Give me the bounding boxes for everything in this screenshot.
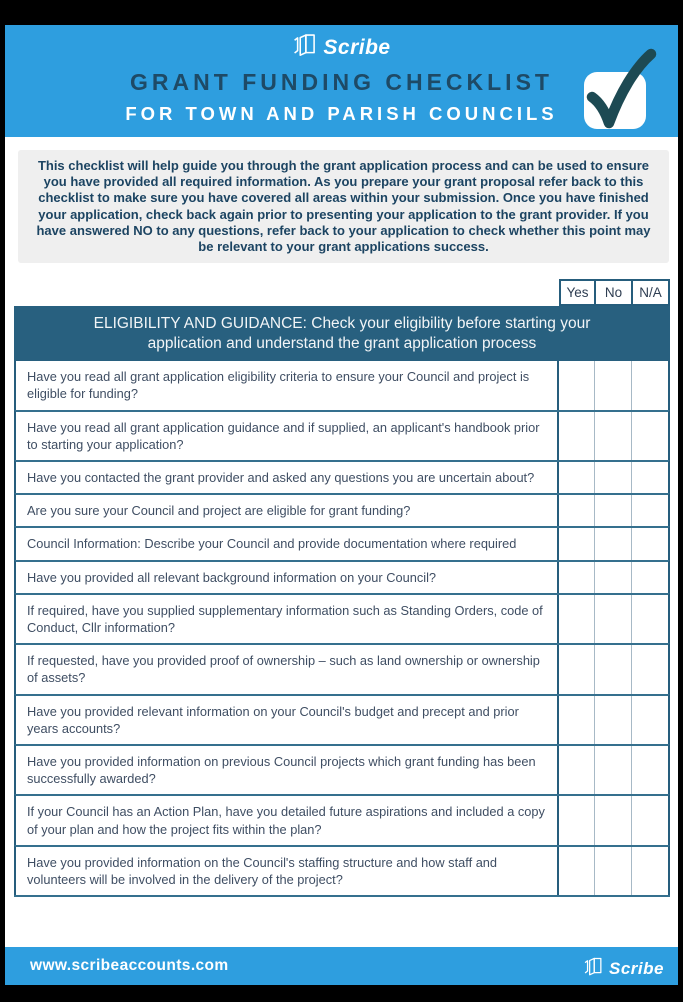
column-header-na: N/A <box>633 279 670 306</box>
answer-cell-no[interactable] <box>594 412 631 460</box>
book-pages-icon <box>583 956 604 977</box>
answer-cell-yes[interactable] <box>557 595 594 643</box>
answer-cell-yes[interactable] <box>557 796 594 844</box>
question-text: Have you provided relevant information on your Council's budget and precept and prior years accounts? <box>27 703 519 736</box>
answer-cell-na[interactable] <box>631 746 668 794</box>
answer-cell-no[interactable] <box>594 495 631 526</box>
checklist-row <box>14 361 670 409</box>
header-banner <box>5 25 678 137</box>
document-page <box>5 25 678 985</box>
answer-cell-na[interactable] <box>631 361 668 409</box>
answer-cell-yes[interactable] <box>557 847 594 895</box>
intro-paragraph: This checklist will help guide you through the grant application process and can be used to ensure you have provided all required information. As you prepare your grant proposal refer back to this checklist to make sure you have covered all areas within your submission. Once you have finished your application, check back again prior to presenting your application to the grant provider. If you have answered NO to any questions, refer back to your application to check whether this point may be relevant to your grant applications success. <box>18 150 669 263</box>
checklist-rows <box>14 361 670 897</box>
answer-cell-yes[interactable] <box>557 562 594 593</box>
question-text: If your Council has an Action Plan, have you detailed future aspirations and included a copy of your plan and how the project fits within the plan? <box>27 804 545 837</box>
question-text: Have you contacted the grant provider and asked any questions you are uncertain about? <box>27 470 535 486</box>
checklist-row <box>14 560 670 593</box>
checklist-row <box>14 744 670 794</box>
answer-cell-na[interactable] <box>631 696 668 744</box>
answer-cell-no[interactable] <box>594 462 631 493</box>
checklist-row <box>14 526 670 559</box>
checklist-table <box>14 271 670 897</box>
logo-wordmark: Scribe <box>609 958 664 978</box>
answer-cell-yes[interactable] <box>557 746 594 794</box>
checklist-row <box>14 460 670 493</box>
question-text: Have you read all grant application guidance and if supplied, an applicant's handbook prior to starting your application? <box>27 419 540 452</box>
answer-cell-no[interactable] <box>594 528 631 559</box>
answer-cell-na[interactable] <box>631 412 668 460</box>
answer-cell-na[interactable] <box>631 847 668 895</box>
answer-cell-no[interactable] <box>594 361 631 409</box>
page-subtitle: FOR TOWN AND PARISH COUNCILS <box>125 103 558 124</box>
page-title: GRANT FUNDING CHECKLIST <box>130 69 553 95</box>
answer-cell-na[interactable] <box>631 796 668 844</box>
book-pages-icon <box>292 32 318 58</box>
answer-cell-na[interactable] <box>631 562 668 593</box>
question-text: Have you provided all relevant background information on your Council? <box>27 569 437 585</box>
website-url[interactable]: www.scribeaccounts.com <box>30 957 229 974</box>
brand-logo <box>292 32 390 58</box>
answer-cell-yes[interactable] <box>557 412 594 460</box>
answer-cell-na[interactable] <box>631 462 668 493</box>
header-spacer <box>14 279 559 306</box>
answer-cell-no[interactable] <box>594 847 631 895</box>
answer-cell-na[interactable] <box>631 645 668 693</box>
footer-logo <box>583 956 664 977</box>
answer-cell-yes[interactable] <box>557 645 594 693</box>
answer-columns-header <box>14 279 670 306</box>
answer-cell-yes[interactable] <box>557 361 594 409</box>
checklist-row <box>14 593 670 643</box>
answer-cell-no[interactable] <box>594 595 631 643</box>
question-text: Council Information: Describe your Council and provide documentation where required <box>27 536 517 552</box>
column-header-yes: Yes <box>559 279 596 306</box>
answer-cell-no[interactable] <box>594 645 631 693</box>
answer-cell-no[interactable] <box>594 562 631 593</box>
checklist-row <box>14 643 670 693</box>
answer-cell-yes[interactable] <box>557 462 594 493</box>
question-text: Are you sure your Council and project are eligible for grant funding? <box>27 503 411 519</box>
checklist-row <box>14 845 670 895</box>
footer-bar <box>5 947 678 985</box>
answer-cell-yes[interactable] <box>557 495 594 526</box>
question-text: Have you provided information on previous Council projects which grant funding has been successfully awarded? <box>27 754 536 787</box>
logo-wordmark: Scribe <box>323 36 391 59</box>
answer-cell-no[interactable] <box>594 796 631 844</box>
question-text: If required, have you supplied supplementary information such as Standing Orders, code of Conduct, Cllr information? <box>27 602 543 636</box>
answer-cell-na[interactable] <box>631 528 668 559</box>
checklist-row <box>14 794 670 844</box>
checklist-row <box>14 493 670 526</box>
section-header: ELIGIBILITY AND GUIDANCE: Check your eligibility before starting your application and understand the grant application process <box>14 306 670 361</box>
question-text: Have you provided information on the Council's staffing structure and how staff and volunteers will be involved in the delivery of the project? <box>27 854 498 888</box>
checklist-row <box>14 410 670 460</box>
answer-cell-na[interactable] <box>631 495 668 526</box>
answer-cell-yes[interactable] <box>557 528 594 559</box>
question-text: If requested, have you provided proof of ownership – such as land ownership or ownership of assets? <box>27 653 540 686</box>
answer-cell-yes[interactable] <box>557 696 594 744</box>
question-text: Have you read all grant application eligibility criteria to ensure your Council and project is eligible for funding? <box>27 369 530 402</box>
answer-cell-na[interactable] <box>631 595 668 643</box>
answer-cell-no[interactable] <box>594 746 631 794</box>
checklist-row <box>14 694 670 744</box>
column-header-no: No <box>596 279 633 306</box>
answer-cell-no[interactable] <box>594 696 631 744</box>
